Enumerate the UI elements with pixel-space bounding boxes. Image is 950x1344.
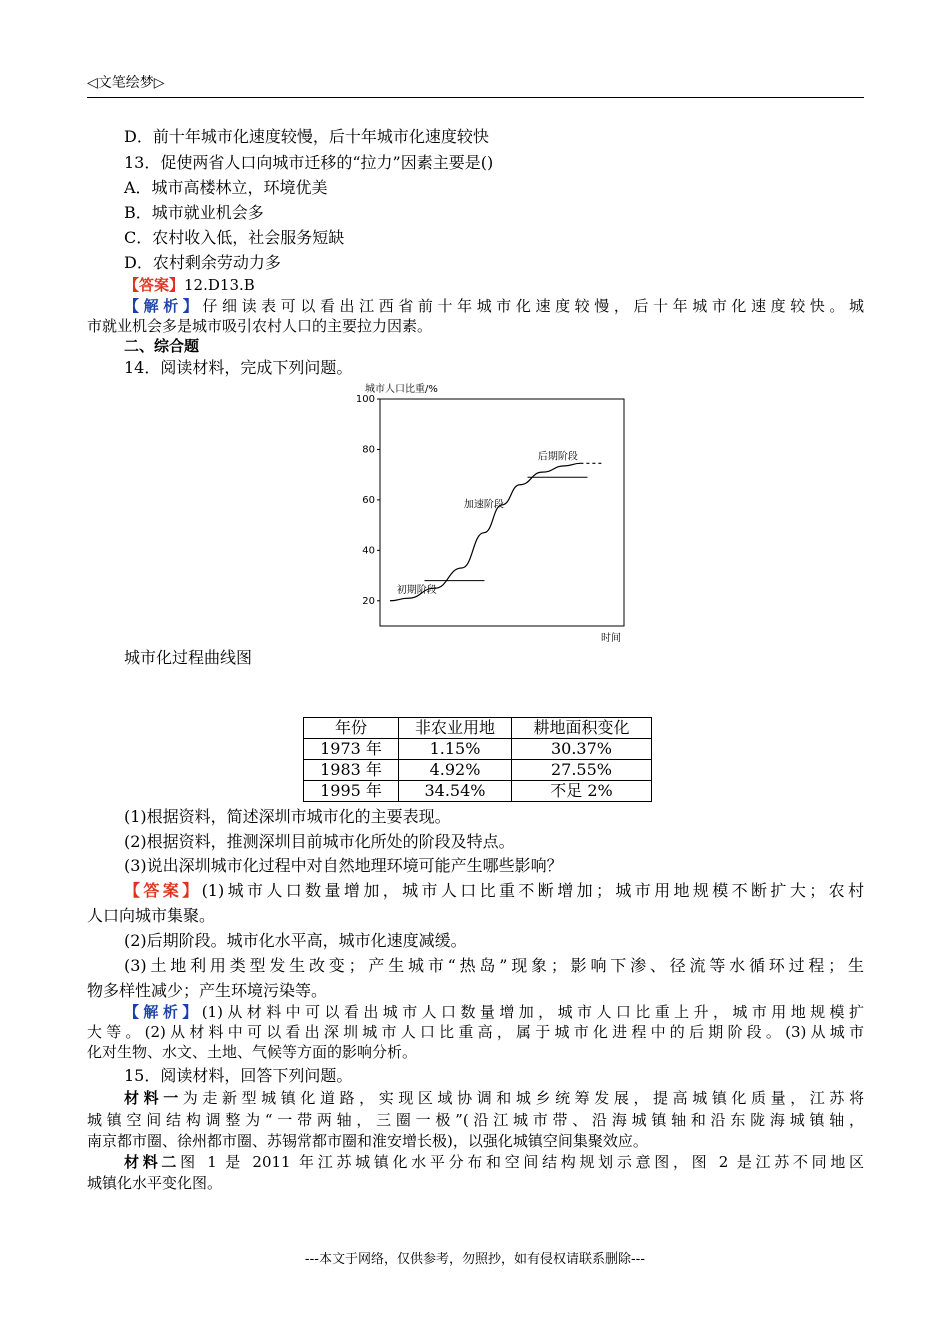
answer-tag: 【答案】 [124,276,185,294]
answer-12-13 [87,275,864,295]
material-1-line-3: 南京都市圈、徐州都市圈、苏锡常都市圈和淮安增长极)，以强化城镇空间集聚效应。 [87,1132,648,1150]
table-cell: 34.54% [399,781,512,802]
q13-option-a: A．城市高楼林立，环境优美 [124,178,328,197]
explanation-tag: 【解析】 [124,297,203,315]
chart-xlabel: 时间 [601,633,621,644]
q14-sub-3: (3)说出深圳城市化过程中对自然地理环境可能产生哪些影响？ [124,856,563,875]
material-1-line-1: 材料一为走新型城镇化道路，实现区域协调和城乡统筹发展，提高城镇化质量，江苏将 [124,1089,864,1107]
table-cell: 1973 年 [304,739,399,760]
q13-option-c: C．农村收入低，社会服务短缺 [124,228,345,247]
y-tick-label: 40 [362,545,375,557]
table-cell: 4.92% [399,760,512,781]
page-footer: ---本文于网络，仅供参考，勿照抄，如有侵权请联系删除--- [304,1252,646,1267]
explanation-14-line-2: 大等。(2)从材料中可以看出深圳城市人口比重高，属于城市化进程中的后期阶段。(3)从城市 [87,1023,864,1041]
table-cell: 27.55% [512,760,652,781]
series-line [390,463,580,600]
table-cell: 1983 年 [304,760,399,781]
material-2-tag: 材料二 [124,1153,181,1171]
page-header: ◁文笔绘梦▷ [87,75,165,91]
material-2-line-1: 材料二图 1 是 2011 年江苏城镇化水平分布和空间结构规划示意图，图 2 是江苏不同地区 [124,1153,864,1171]
material-1-line-2: 城镇空间结构调整为“一带两轴，三圈一极”(沿江城市带、沿海城镇轴和沿东陇海城镇轴， [87,1111,864,1129]
q13-option-d: D．农村剩余劳动力多 [124,253,281,272]
q15-stem: 15．阅读材料，回答下列问题。 [124,1066,353,1085]
table-header-row [304,718,652,739]
answer-text: 12.D13.B [184,276,255,294]
y-tick-label: 20 [362,595,375,607]
stage-label: 加速阶段 [463,499,504,511]
material-1-tag: 材料一 [124,1089,183,1107]
header-rule [87,97,864,98]
q13-option-b: B．城市就业机会多 [124,203,264,222]
urbanization-curve-chart [355,378,630,648]
explanation-14-line-3: 化对生物、水文、土地、气候等方面的影响分析。 [87,1043,418,1061]
table-row [304,760,652,781]
table-row [304,781,652,802]
y-tick-label: 60 [362,494,375,506]
q14-sub-2: (2)根据资料，推测深圳目前城市化所处的阶段及特点。 [124,832,515,851]
explanation-line-2: 市就业机会多是城市吸引农村人口的主要拉力因素。 [87,317,433,335]
y-tick-label: 100 [355,394,375,405]
answer-14-line-3: (2)后期阶段。城市化水平高，城市化速度减缓。 [124,931,467,950]
q14-stem: 14．阅读材料，完成下列问题。 [124,358,353,377]
material-2-line-2: 城镇化水平变化图。 [87,1174,223,1192]
q13-stem: 13．促使两省人口向城市迁移的“拉力”因素主要是() [124,153,494,172]
section-title: 二、综合题 [124,337,200,355]
stage-label: 初期阶段 [396,585,437,597]
table-cell: 1995 年 [304,781,399,802]
q14-sub-1: (1)根据资料，简述深圳市城市化的主要表现。 [124,807,451,826]
answer-14-line-2: 人口向城市集聚。 [87,906,216,925]
q12-option-d: D．前十年城市化速度较慢，后十年城市化速度较快 [124,127,489,146]
table-header-cell: 非农业用地 [399,718,512,739]
explanation-line-1: 【解析】仔细读表可以看出江西省前十年城市化速度较慢，后十年城市化速度较快。城 [124,297,864,315]
chart-ylabel: 城市人口比重/% [365,384,438,395]
table-cell: 不足 2% [512,781,652,802]
answer-tag: 【答案】 [124,881,202,900]
table-header-cell: 年份 [304,718,399,739]
stage-label: 后期阶段 [537,451,578,463]
explanation-14-line-1: 【解析】(1)从材料中可以看出城市人口数量增加，城市人口比重上升，城市用地规模扩 [124,1003,864,1021]
table-row [304,739,652,760]
table-cell: 30.37% [512,739,652,760]
answer-14-line-4: (3)土地利用类型发生改变；产生城市“热岛”现象；影响下渗、径流等水循环过程；生 [124,956,864,975]
table-cell: 1.15% [399,739,512,760]
table-header-cell: 耕地面积变化 [512,718,652,739]
land-use-table [303,717,652,802]
y-tick-label: 80 [362,444,375,456]
answer-14-line-5: 物多样性减少；产生环境污染等。 [87,981,328,1000]
chart-caption: 城市化过程曲线图 [124,648,253,667]
explanation-tag: 【解析】 [124,1003,202,1021]
answer-14-line-1: 【答案】(1)城市人口数量增加，城市人口比重不断增加；城市用地规模不断扩大；农村 [124,881,864,900]
